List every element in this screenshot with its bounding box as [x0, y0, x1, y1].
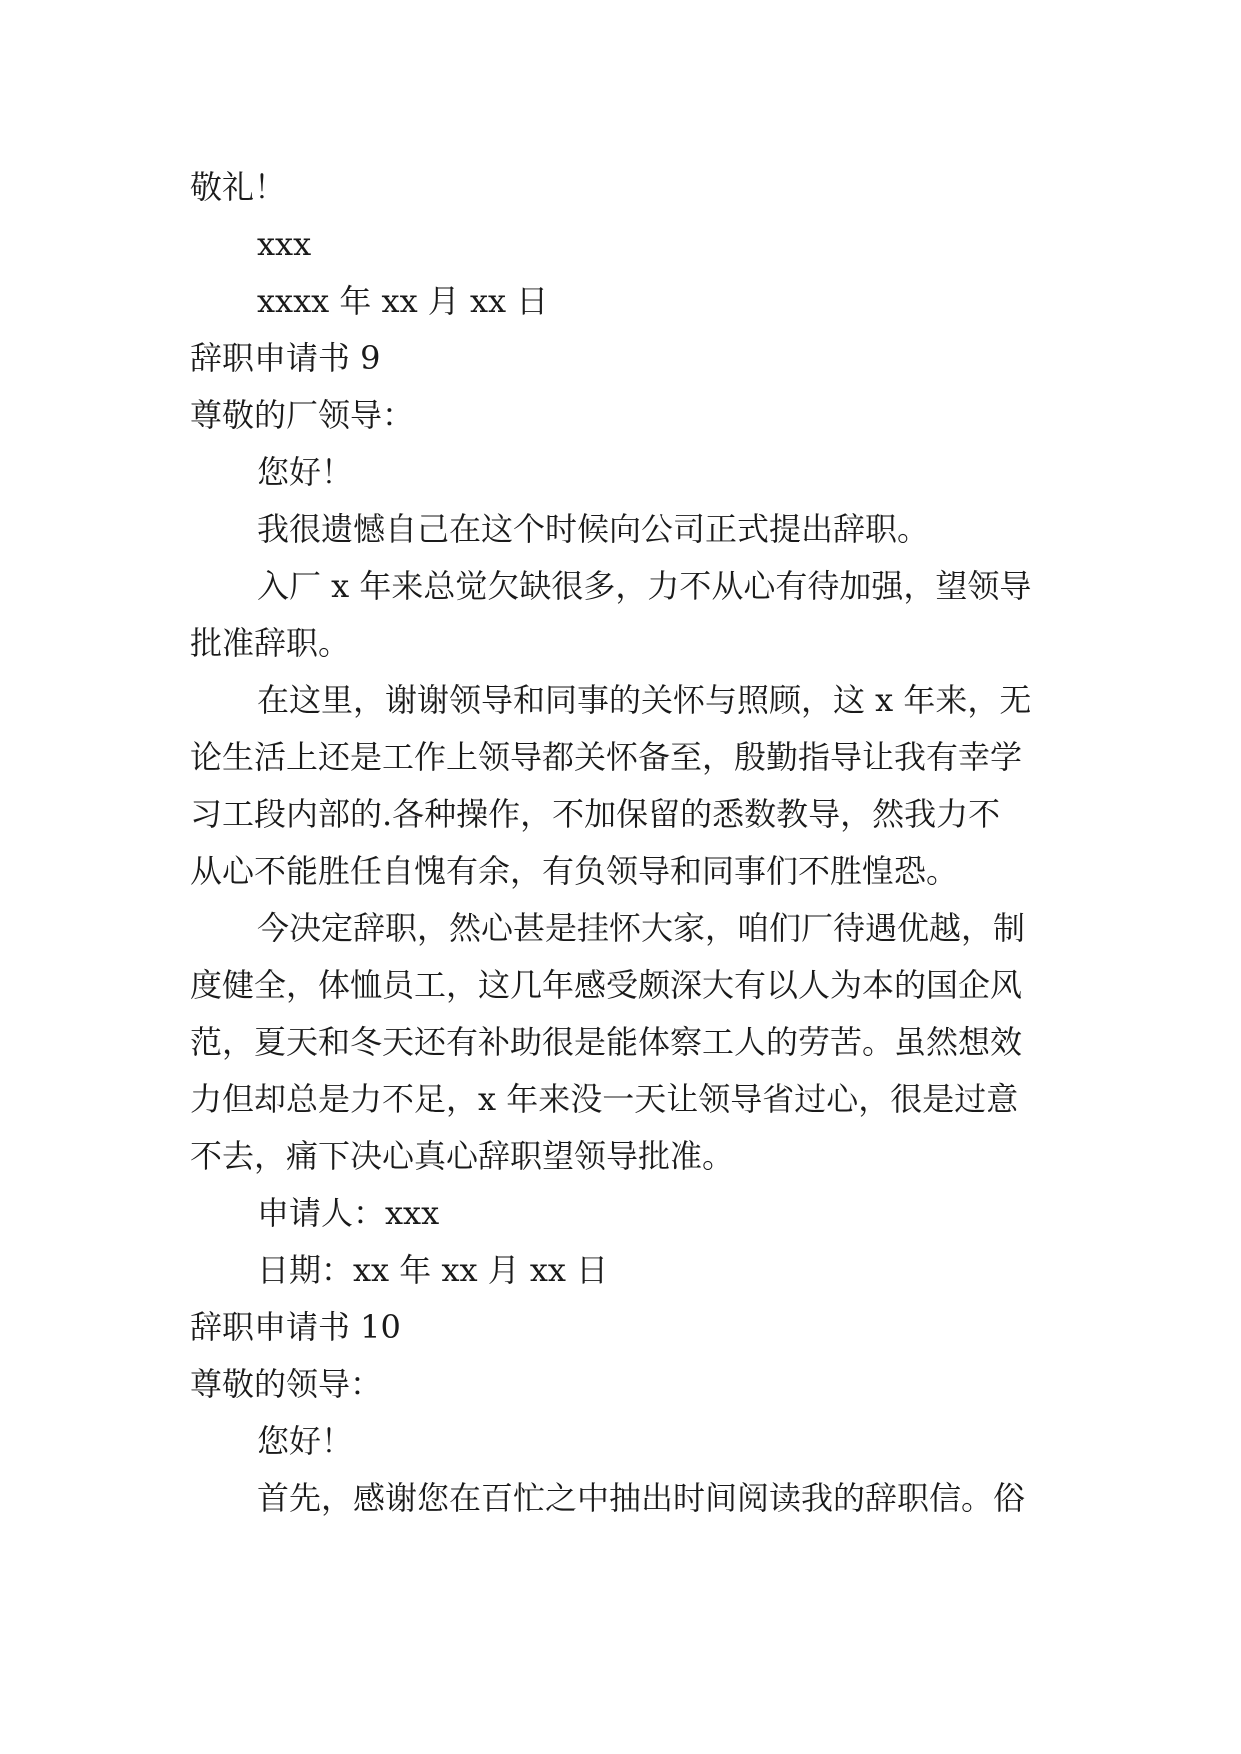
letter-9-paragraph-4-line-1: 今决定辞职，然心甚是挂怀大家，咱们厂待遇优越，制 — [257, 909, 1026, 947]
letter-9-paragraph-3-line-1: 在这里，谢谢领导和同事的关怀与照顾，这 x 年来，无 — [257, 681, 1032, 719]
letter-9-paragraph-3-line-4: 从心不能胜任自愧有余，有负领导和同事们不胜惶恐。 — [190, 852, 959, 890]
signature-name: xxx — [257, 225, 312, 263]
signature-date: xxxx 年 xx 月 xx 日 — [257, 282, 549, 320]
letter-10-addressee: 尊敬的领导： — [190, 1365, 383, 1403]
closing-salutation: 敬礼！ — [190, 168, 287, 206]
letter-9-paragraph-3-line-2: 论生活上还是工作上领导都关怀备至，殷勤指导让我有幸学 — [190, 738, 1023, 776]
letter-9-paragraph-4-line-2: 度健全，体恤员工，这几年感受颇深大有以人为本的国企风 — [190, 966, 1023, 1004]
letter-9-paragraph-1: 我很遗憾自己在这个时候向公司正式提出辞职。 — [257, 510, 930, 548]
letter-10-title: 辞职申请书 10 — [190, 1308, 401, 1346]
letter-9-addressee: 尊敬的厂领导： — [190, 396, 415, 434]
letter-9-paragraph-4-line-5: 不去，痛下决心真心辞职望领导批准。 — [190, 1137, 735, 1175]
letter-9-greeting: 您好！ — [257, 453, 354, 491]
letter-10-paragraph-1-line-1: 首先，感谢您在百忙之中抽出时间阅读我的辞职信。俗 — [257, 1479, 1026, 1517]
letter-9-paragraph-3-line-3: 习工段内部的.各种操作，不加保留的悉数教导，然我力不 — [190, 795, 1001, 833]
letter-9-paragraph-2-line-1: 入厂 x 年来总觉欠缺很多，力不从心有待加强，望领导 — [257, 567, 1032, 605]
letter-9-paragraph-4-line-4: 力但却总是力不足，x 年来没一天让领导省过心，很是过意 — [190, 1080, 1019, 1118]
letter-10-greeting: 您好！ — [257, 1422, 354, 1460]
letter-9-paragraph-2-line-2: 批准辞职。 — [190, 624, 351, 662]
letter-9-title: 辞职申请书 9 — [190, 339, 381, 377]
letter-9-paragraph-4-line-3: 范，夏天和冬天还有补助很是能体察工人的劳苦。虽然想效 — [190, 1023, 1023, 1061]
letter-9-date: 日期：xx 年 xx 月 xx 日 — [257, 1251, 609, 1289]
letter-9-applicant: 申请人：xxx — [257, 1194, 440, 1232]
